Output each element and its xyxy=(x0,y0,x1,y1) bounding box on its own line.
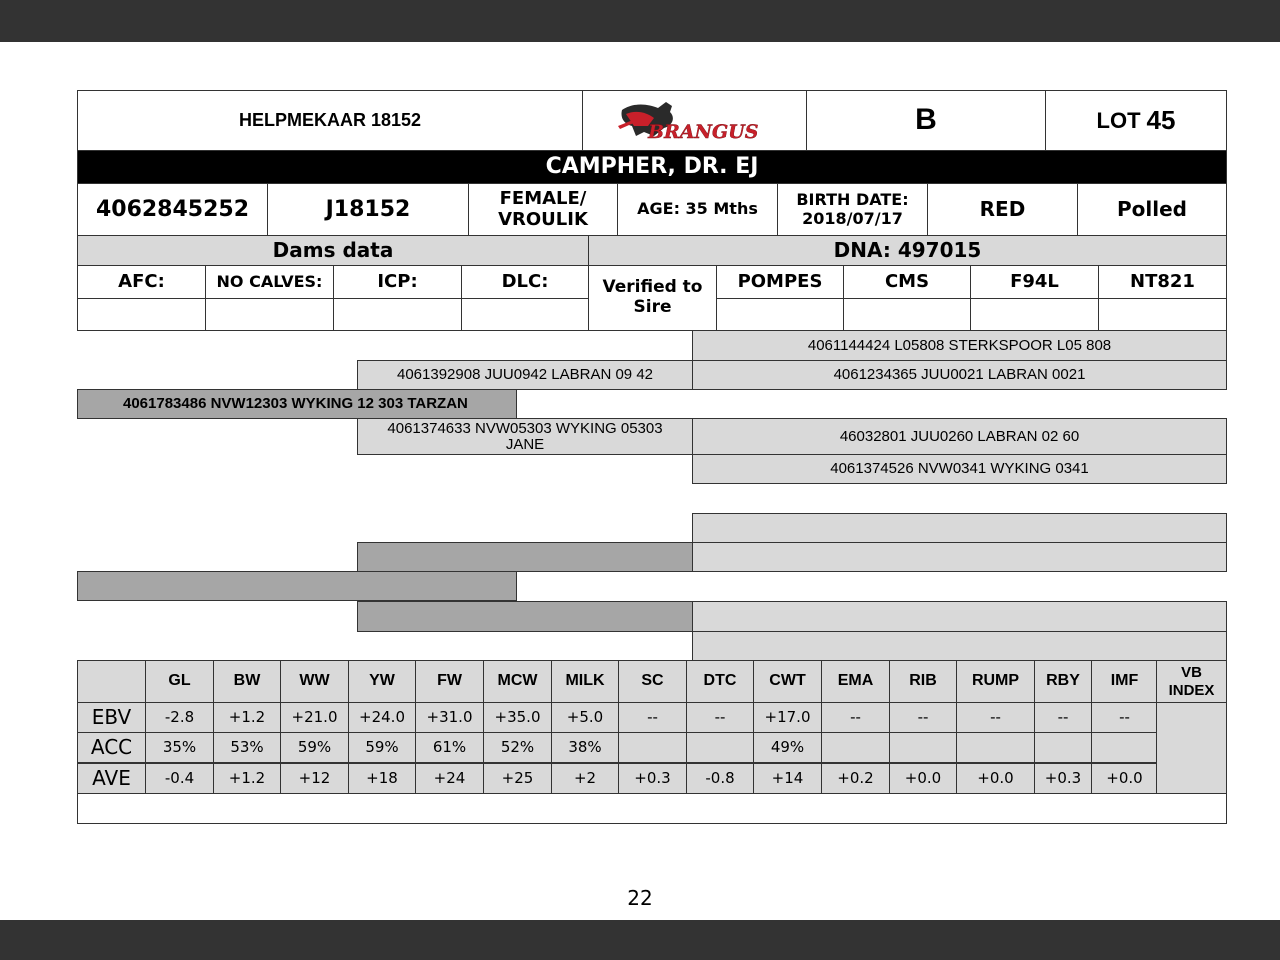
lot-number: 45 xyxy=(1146,104,1176,135)
ebv-cell-ebv-dtc: -- xyxy=(686,702,754,733)
dna-value-cms xyxy=(843,298,971,331)
ebv-header-milk: MILK xyxy=(551,660,619,703)
dams-header-no-calves: NO CALVES: xyxy=(205,265,334,299)
ebv-row-label-ave: AVE xyxy=(77,763,146,794)
sire-dam-line1: 4061374633 NVW05303 WYKING 05303 xyxy=(387,419,663,437)
pedigree-dam-sire xyxy=(357,542,693,572)
ebv-cell-ebv-bw: +1.2 xyxy=(213,702,281,733)
lot-cell xyxy=(1045,90,1227,151)
ebv-cell-ebv-cwt: +17.0 xyxy=(753,702,822,733)
verified-to-sire xyxy=(588,265,717,331)
ebv-header-rump: RUMP xyxy=(956,660,1035,703)
birth-label: BIRTH DATE: xyxy=(796,190,909,210)
pedigree-dam-sire-sire xyxy=(692,513,1227,543)
vb-index-line1: VB xyxy=(1181,664,1202,682)
ebv-cell-ebv-gl: -2.8 xyxy=(145,702,214,733)
grade-letter: B xyxy=(806,90,1046,151)
ebv-header-fw: FW xyxy=(415,660,484,703)
ebv-header-mcw: MCW xyxy=(483,660,552,703)
ebv-header-yw: YW xyxy=(348,660,416,703)
dna-value-nt821 xyxy=(1098,298,1227,331)
dams-header-dlc: DLC: xyxy=(461,265,589,299)
owner-name: CAMPHER, DR. EJ xyxy=(77,150,1227,184)
ebv-cell-ave-rby: +0.3 xyxy=(1034,763,1092,794)
ebv-cell-ebv-imf: -- xyxy=(1091,702,1158,733)
sex-line1: FEMALE/ xyxy=(499,187,587,209)
ebv-cell-acc-dtc xyxy=(686,732,754,763)
ebv-cell-ebv-rump: -- xyxy=(956,702,1035,733)
ebv-cell-acc-ema xyxy=(821,732,890,763)
ebv-cell-ave-sc: +0.3 xyxy=(618,763,687,794)
dams-data-title: Dams data xyxy=(77,235,589,266)
dna-value-pompes xyxy=(716,298,844,331)
ebv-header-rby: RBY xyxy=(1034,660,1092,703)
ebv-cell-ebv-milk: +5.0 xyxy=(551,702,619,733)
pedigree-dam-dam-dam xyxy=(692,631,1227,661)
ebv-cell-ebv-yw: +24.0 xyxy=(348,702,416,733)
ebv-header-imf: IMF xyxy=(1091,660,1158,703)
ebv-cell-acc-rby xyxy=(1034,732,1092,763)
ebv-cell-ebv-rby: -- xyxy=(1034,702,1092,733)
viewer-bottom-bar xyxy=(0,920,1280,960)
ebv-cell-acc-cwt: 49% xyxy=(753,732,822,763)
dams-value-afc xyxy=(77,298,206,331)
birth-date: 2018/07/17 xyxy=(802,208,903,228)
dams-header-afc: AFC: xyxy=(77,265,206,299)
animal-id: 4062845252 xyxy=(77,183,268,236)
pedigree-sire-dam xyxy=(357,418,693,455)
ebv-footer-row xyxy=(77,793,1227,824)
ebv-cell-ave-ww: +12 xyxy=(280,763,349,794)
ebv-cell-ebv-mcw: +35.0 xyxy=(483,702,552,733)
dna-test-pompes: POMPES xyxy=(716,265,844,299)
pedigree-sire-sire-sire: 4061144424 L05808 STERKSPOOR L05 808 xyxy=(692,330,1227,361)
pedigree-dam-dam xyxy=(357,601,693,632)
pedigree-sire: 4061783486 NVW12303 WYKING 12 303 TARZAN xyxy=(77,389,517,419)
dna-value-f94l xyxy=(970,298,1099,331)
ebv-cell-acc-gl: 35% xyxy=(145,732,214,763)
ebv-cell-ebv-ww: +21.0 xyxy=(280,702,349,733)
ebv-cell-ebv-rib: -- xyxy=(889,702,957,733)
ebv-cell-ave-ema: +0.2 xyxy=(821,763,890,794)
ebv-cell-acc-bw: 53% xyxy=(213,732,281,763)
ebv-cell-acc-mcw: 52% xyxy=(483,732,552,763)
sex-line2: VROULIK xyxy=(498,208,588,230)
ebv-header-corner xyxy=(77,660,146,703)
ebv-header-rib: RIB xyxy=(889,660,957,703)
ebv-cell-acc-rump xyxy=(956,732,1035,763)
vb-index-line2: INDEX xyxy=(1168,681,1215,699)
logo-text: BRANGUS xyxy=(648,121,759,143)
ebv-header-vb-index xyxy=(1156,660,1227,703)
ebv-cell-ave-yw: +18 xyxy=(348,763,416,794)
page-number: 22 xyxy=(627,886,653,910)
age: AGE: 35 Mths xyxy=(617,183,778,236)
ebv-cell-ebv-sc: -- xyxy=(618,702,687,733)
ebv-cell-ave-gl: -0.4 xyxy=(145,763,214,794)
ebv-cell-acc-imf xyxy=(1091,732,1158,763)
pedigree-sire-dam-dam: 4061374526 NVW0341 WYKING 0341 xyxy=(692,454,1227,484)
animal-tag: J18152 xyxy=(267,183,469,236)
ebv-header-gl: GL xyxy=(145,660,214,703)
pedigree-dam-dam-sire xyxy=(692,601,1227,632)
ebv-cell-acc-fw: 61% xyxy=(415,732,484,763)
ebv-cell-ave-rump: +0.0 xyxy=(956,763,1035,794)
farm-name: HELPMEKAAR 18152 xyxy=(77,90,583,151)
dams-value-no-calves xyxy=(205,298,334,331)
viewer-top-bar xyxy=(0,0,1280,42)
ebv-header-dtc: DTC xyxy=(686,660,754,703)
ebv-cell-ave-mcw: +25 xyxy=(483,763,552,794)
dna-title: DNA: 497015 xyxy=(588,235,1227,266)
ebv-row-label-acc: ACC xyxy=(77,732,146,763)
pedigree-sire-sire-dam: 4061234365 JUU0021 LABRAN 0021 xyxy=(692,360,1227,390)
pedigree-sire-sire: 4061392908 JUU0942 LABRAN 09 42 xyxy=(357,360,693,390)
verified-line1: Verified to xyxy=(602,277,703,298)
ebv-header-ema: EMA xyxy=(821,660,890,703)
dna-test-nt821: NT821 xyxy=(1098,265,1227,299)
ebv-cell-ave-dtc: -0.8 xyxy=(686,763,754,794)
ebv-index-value xyxy=(1156,702,1227,794)
ebv-header-cwt: CWT xyxy=(753,660,822,703)
ebv-cell-acc-sc xyxy=(618,732,687,763)
sire-dam-line2: JANE xyxy=(505,435,545,453)
dams-header-icp: ICP: xyxy=(333,265,462,299)
ebv-header-bw: BW xyxy=(213,660,281,703)
ebv-cell-acc-yw: 59% xyxy=(348,732,416,763)
ebv-header-ww: WW xyxy=(280,660,349,703)
dna-test-cms: CMS xyxy=(843,265,971,299)
ebv-cell-ave-milk: +2 xyxy=(551,763,619,794)
ebv-cell-ebv-ema: -- xyxy=(821,702,890,733)
ebv-cell-ave-bw: +1.2 xyxy=(213,763,281,794)
lot-prefix: LOT xyxy=(1096,107,1141,133)
dams-value-icp xyxy=(333,298,462,331)
birth-cell xyxy=(777,183,928,236)
ebv-cell-ebv-fw: +31.0 xyxy=(415,702,484,733)
ebv-cell-ave-cwt: +14 xyxy=(753,763,822,794)
pedigree-sire-dam-sire: 46032801 JUU0260 LABRAN 02 60 xyxy=(692,418,1227,455)
animal-color: RED xyxy=(927,183,1078,236)
ebv-cell-acc-ww: 59% xyxy=(280,732,349,763)
dna-test-f94l: F94L xyxy=(970,265,1099,299)
pedigree-dam xyxy=(77,571,517,601)
verified-line2: Sire xyxy=(633,297,672,317)
ebv-cell-ave-fw: +24 xyxy=(415,763,484,794)
horn-status: Polled xyxy=(1077,183,1227,236)
ebv-cell-acc-milk: 38% xyxy=(551,732,619,763)
brangus-logo xyxy=(614,96,768,144)
ebv-cell-acc-rib xyxy=(889,732,957,763)
sex-cell xyxy=(468,183,618,236)
ebv-row-label-ebv: EBV xyxy=(77,702,146,733)
dams-value-dlc xyxy=(461,298,589,331)
ebv-cell-ave-rib: +0.0 xyxy=(889,763,957,794)
pedigree-dam-sire-dam xyxy=(692,542,1227,572)
ebv-header-sc: SC xyxy=(618,660,687,703)
ebv-cell-ave-imf: +0.0 xyxy=(1091,763,1158,794)
